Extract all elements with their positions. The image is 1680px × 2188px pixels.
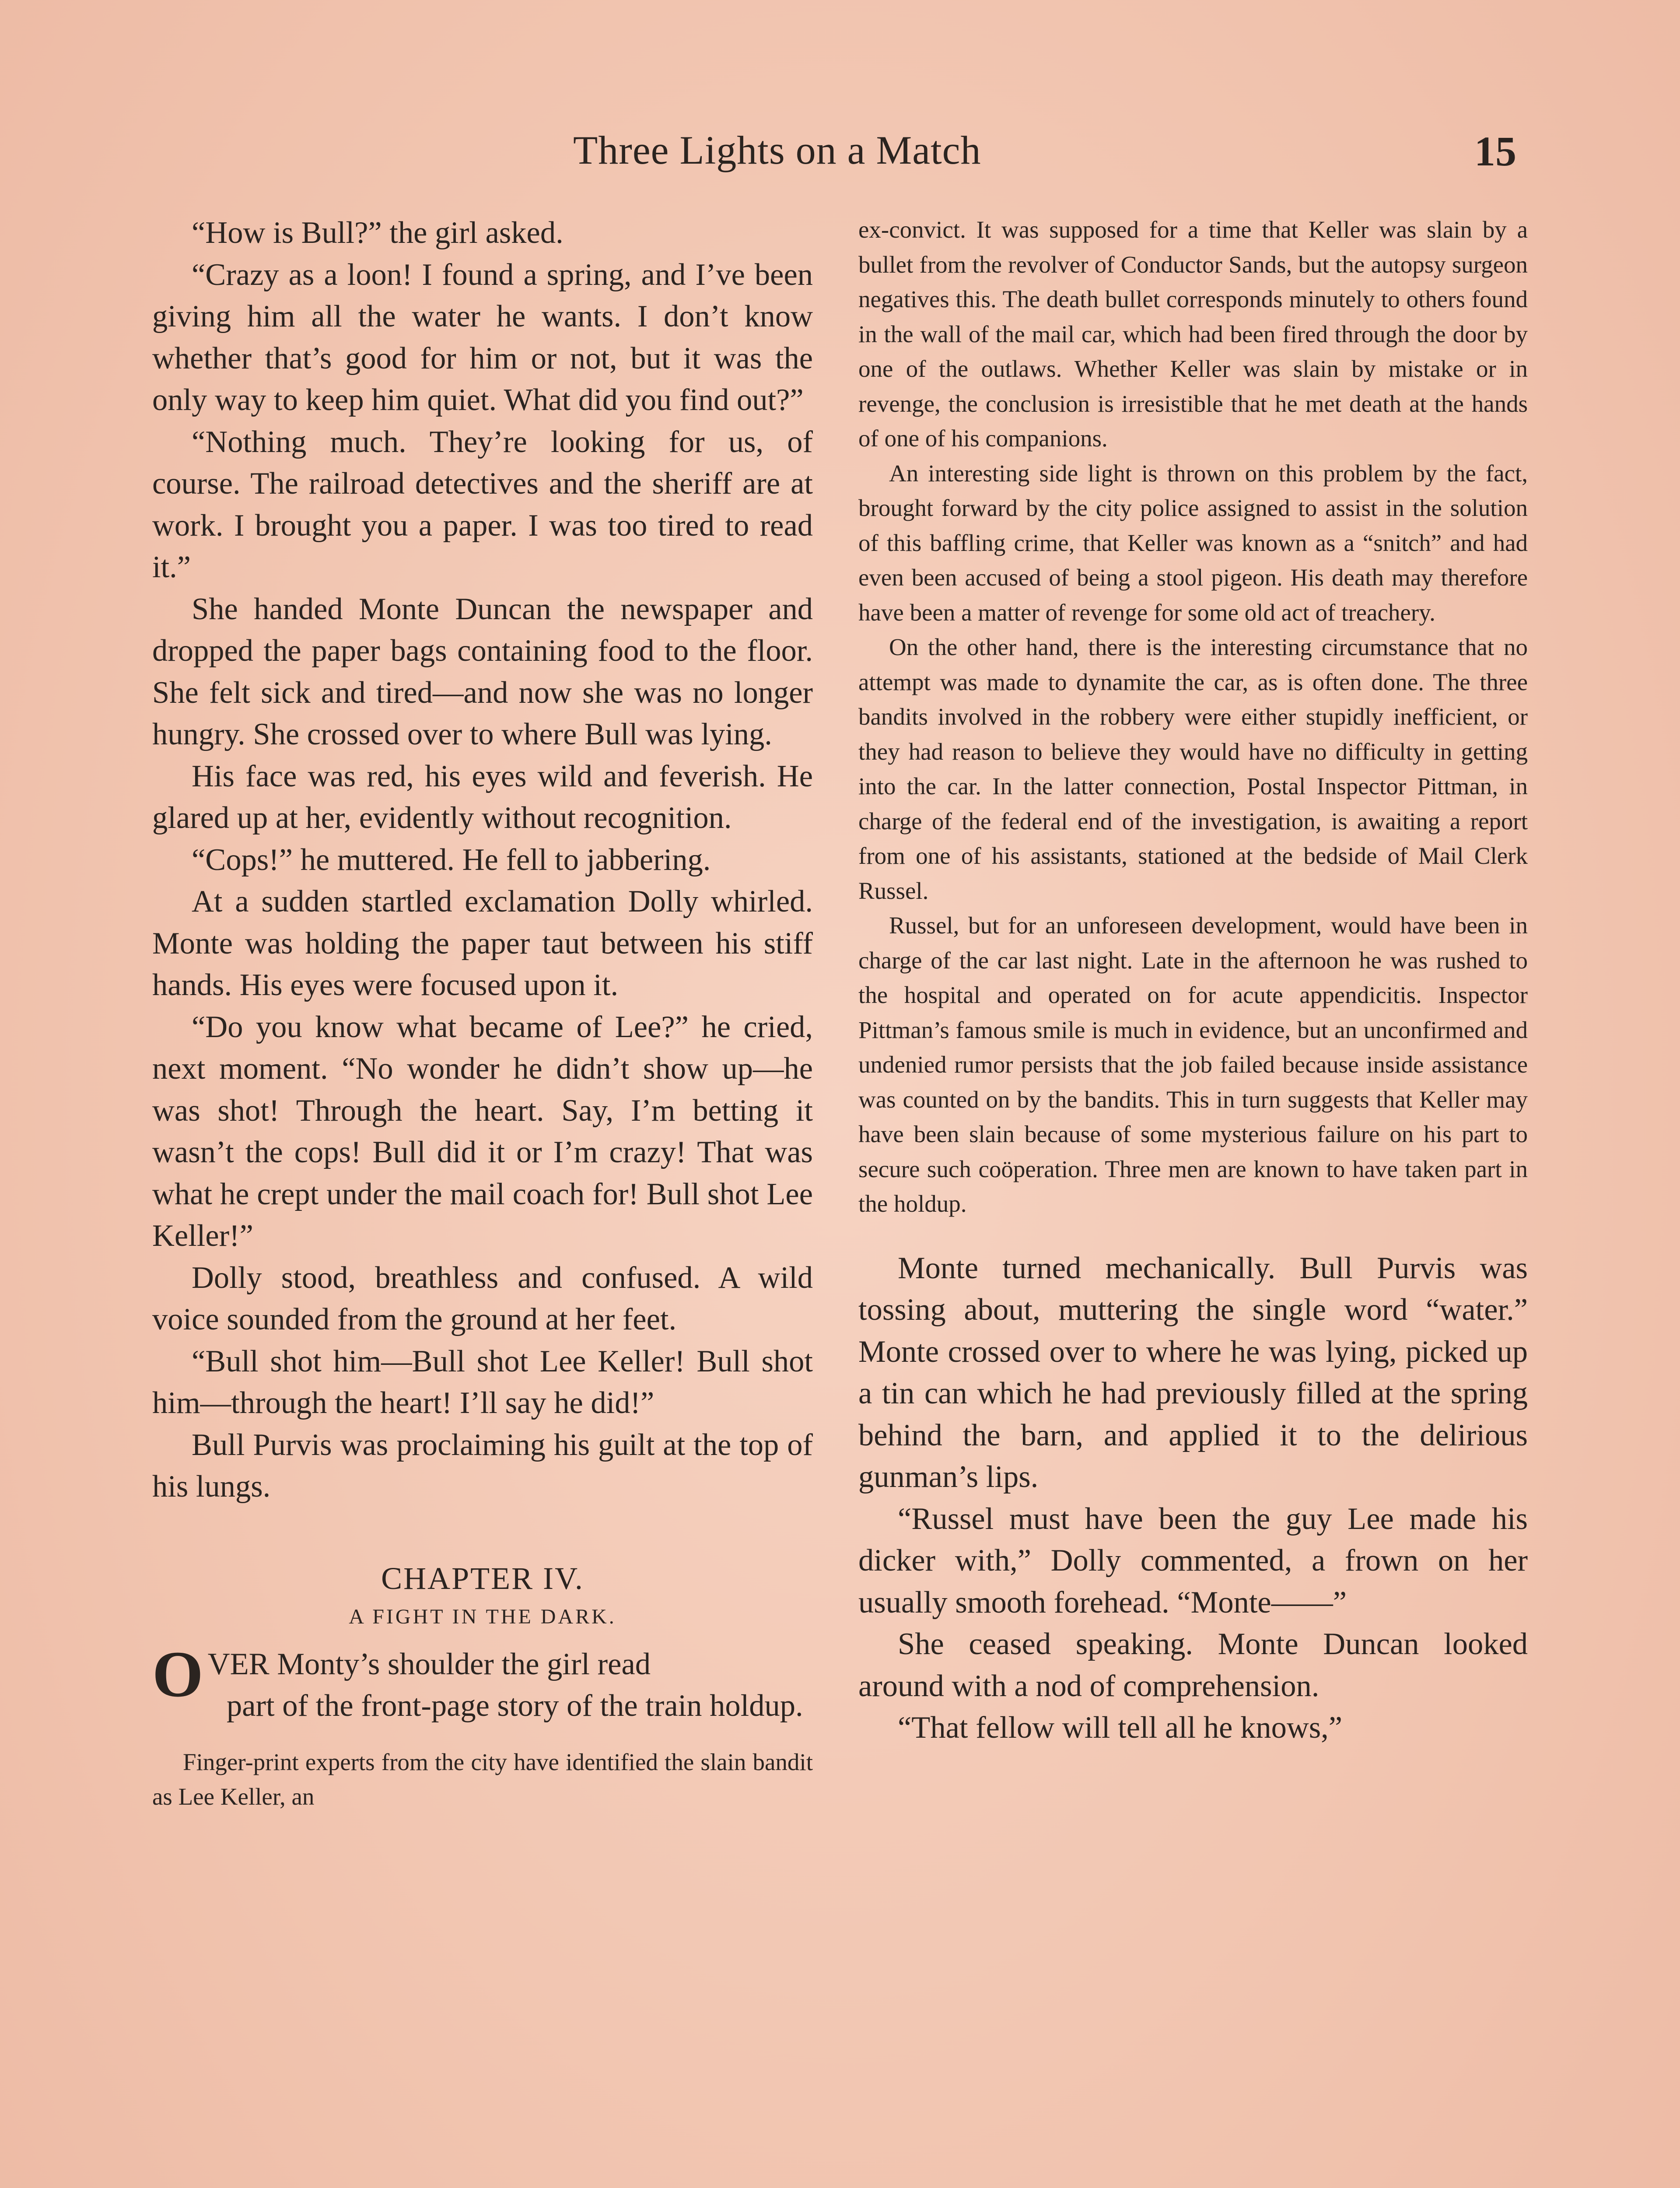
chapter-subtitle: A FIGHT IN THE DARK. xyxy=(349,1605,616,1628)
news-clipping-paragraph: Russel, but for an unforeseen development, would have been in charge of the car last night. Late in the afternoon he was rushed to the hospital and operated on for acute appendicitis. Inspector Pittman’s famous smile is much in evidence, but an unconfirmed and undenied rumor persists that the job failed because inside assistance was counted on by the bandits. This in turn suggests that Keller may have been slain because of some mysterious failure on his part to secure such coöperation. Three men are known to have taken part in the holdup. xyxy=(858,912,1528,1217)
right-column xyxy=(858,212,1528,1749)
news-clipping-paragraph: An interesting side light is thrown on this problem by the fact, brought forward by the city police assigned to assist in the solution of this baffling crime, that Keller was known as a “snitch” and had even been accused of being a stool pigeon. His death may therefore have been a matter of revenge for some old act of treachery. xyxy=(858,459,1528,626)
story-paragraph: She handed Monte Duncan the newspaper and dropped the paper bags containing food to the floor. She felt sick and tired—and now she was no longer hungry. She crossed over to where Bull was lying. xyxy=(152,592,813,751)
running-title: Three Lights on a Match xyxy=(573,128,981,172)
story-paragraph: His face was red, his eyes wild and feverish. He glared up at her, evidently without recognition. xyxy=(152,759,813,835)
story-paragraph: “How is Bull?” the girl asked. xyxy=(192,216,564,250)
story-paragraph: “Do you know what became of Lee?” he cried, next moment. “No wonder he didn’t show up—he was shot! Through the heart. Say, I’m betting it wasn’t the cops! Bull did it or I’m crazy! That was what he crept under the mail coach for! Bull shot Lee Keller!” xyxy=(152,1010,813,1253)
story-paragraph: Dolly stood, breathless and confused. A wild voice sounded from the ground at her feet. xyxy=(152,1260,813,1336)
left-column xyxy=(152,212,813,1814)
story-paragraph: “Cops!” he muttered. He fell to jabbering. xyxy=(192,842,711,877)
news-clipping-paragraph: ex-convict. It was supposed for a time that Keller was slain by a bullet from the revolver of Conductor Sands, but the autopsy surgeon negatives this. The death bullet corresponds minutely to others found in the wall of the mail car, which had been fired through the door by one of the outlaws. Whether Keller was slain by mistake or in revenge, the conclusion is irresistible that he met death at the hands of one of his companions. xyxy=(858,216,1528,452)
story-paragraph: Bull Purvis was proclaiming his guilt at the top of his lungs. xyxy=(152,1427,813,1504)
chapter-title: CHAPTER IV. xyxy=(381,1560,584,1596)
story-paragraph: At a sudden startled exclamation Dolly whirled. Monte was holding the paper taut between his stiff hands. His eyes were focused upon it. xyxy=(152,884,813,1002)
news-clipping-paragraph: On the other hand, there is the interesting circumstance that no attempt was made to dynamite the car, as is often done. The three bandits involved in the robbery were either stupidly inefficient, or they had reason to believe they would have no difficulty in getting into the car. In the latter connection, Postal Inspector Pittman, in charge of the federal end of the investigation, is awaiting a report from one of his assistants, stationed at the bedside of Mail Clerk Russel. xyxy=(858,634,1528,904)
story-paragraph: “Nothing much. They’re looking for us, of course. The railroad detectives and the sheriff are at work. I brought you a paper. I was too tired to read it.” xyxy=(152,424,813,584)
story-paragraph: “Bull shot him—Bull shot Lee Keller! Bull shot him—through the heart! I’ll say he did!” xyxy=(152,1344,813,1420)
section-gap xyxy=(858,1221,1528,1248)
story-paragraph: “That fellow will tell all he knows,” xyxy=(898,1711,1343,1745)
drop-cap: O xyxy=(152,1637,203,1711)
story-paragraph: “Crazy as a loon! I found a spring, and I’ve been giving him all the water he wants. I don’t know whether that’s good for him or not, but it was the only way to keep him quiet. What did you find out?” xyxy=(152,257,813,417)
chapter-opening-rest: part of the front-page story of the train holdup. xyxy=(227,1689,803,1723)
chapter-opening-paragraph xyxy=(152,1637,813,1727)
story-paragraph: Monte turned mechanically. Bull Purvis was tossing about, muttering the single word “water.” Monte crossed over to where he was lying, picked up a tin can which he had previously filled at the spring behind the barn, and applied it to the delirious gunman’s lips. xyxy=(858,1251,1528,1494)
story-paragraph: “Russel must have been the guy Lee made his dicker with,” Dolly commented, a frown on her usually smooth forehead. “Monte——” xyxy=(858,1501,1528,1620)
chapter-opening-first-line: VER Monty’s shoulder the girl read xyxy=(207,1647,651,1681)
page-number: 15 xyxy=(1474,128,1516,175)
news-clipping-paragraph: Finger-print experts from the city have identified the slain bandit as Lee Keller, an xyxy=(152,1748,813,1810)
story-paragraph: She ceased speaking. Monte Duncan looked around with a nod of comprehension. xyxy=(858,1627,1528,1703)
